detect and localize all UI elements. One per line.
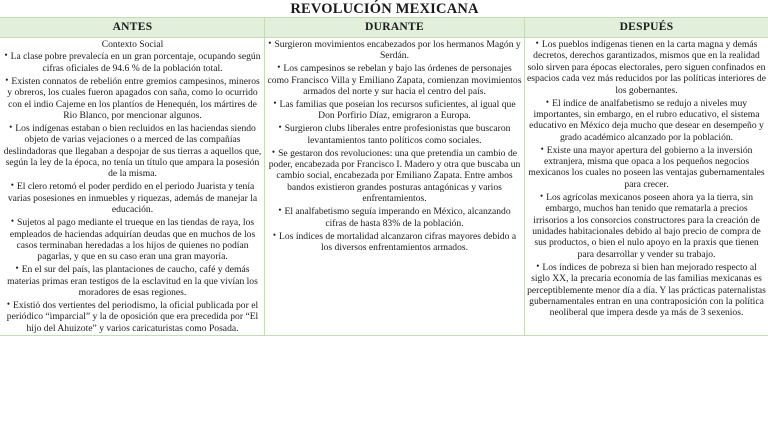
bullet-item-text: Existe una mayor apertura del gobierno a la inversión extranjera, misma que opaca a los pequeños negocios mexicanos los cuales no poseen las ventajas gubernamentales para crecer. xyxy=(528,144,765,190)
bullet-point-icon: • xyxy=(268,38,272,48)
bullet-item-text: En el sur del país, las plantaciones de caucho, café y demás materias primas eran testigos de la esclavitud en la que vivían los moradores de esas regiones. xyxy=(7,264,258,299)
bullet-item xyxy=(1,75,264,122)
bullet-point-icon: • xyxy=(9,121,13,132)
bullet-list-antes xyxy=(1,50,264,334)
bullet-item xyxy=(1,122,264,180)
column-body-despues xyxy=(525,38,768,336)
bullet-item-text: El analfabetismo seguía imperando en México, alcanzando cifras de hasta 83% de la población. xyxy=(284,206,511,229)
bullet-list-durante xyxy=(265,38,524,253)
bullet-item-text: Los indígenas estaban o bien recluidos en las haciendas siendo objeto de varias vejaciones o a merced de las compañías deslindadoras que llegaban a despojar de sus tierras a aquellos que, según la ley de la época, no tenía un título que ampara la posesión de la misma. xyxy=(3,122,262,180)
column-header-antes xyxy=(1,18,265,38)
bullet-item-text: Los campesinos se rebelan y bajo las órdenes de personajes como Francisco Villa y Emiliano Zapata, comienzan movimientos armados del norte y sur hacia el centro del país. xyxy=(267,63,522,98)
bullet-point-icon: • xyxy=(539,190,544,201)
bullet-item-text: El clero retomó el poder perdido en el periodo Juarista y tenía varias posesiones en inmuebles y riquezas, además de manejar la educación. xyxy=(7,181,258,216)
bullet-item xyxy=(525,97,768,144)
bullet-point-icon: • xyxy=(15,263,19,274)
bullet-item-text: Existió dos vertientes del periodismo, la oficial publicada por el periódico “imparcial” y la de oposición que era precedida por “El hijo del Ahuizote” y varios caricaturistas como Posada. xyxy=(6,299,259,334)
bullet-point-icon: • xyxy=(273,98,277,109)
page-title: REVOLUCIÓN MEXICANA xyxy=(290,1,479,17)
bullet-point-icon: • xyxy=(271,146,276,157)
bullet-point-icon: • xyxy=(545,96,550,107)
bullet-point-icon: • xyxy=(535,38,539,48)
column-header-row xyxy=(1,18,768,38)
bullet-item xyxy=(265,205,524,229)
column-intro-antes: Contexto Social xyxy=(101,39,164,50)
bullet-item xyxy=(1,263,264,298)
bullet-point-icon: • xyxy=(4,50,8,61)
bullet-item xyxy=(1,180,264,215)
bullet-item xyxy=(265,230,524,254)
bullet-item xyxy=(1,216,264,263)
bullet-item-text: Los índices de pobreza si bien han mejorado respecto al siglo XX, la precaria economía de las familias mexicanas es perceptiblemente menor día a día. Y las prácticas paternalistas gubernamentales entran en una contraposición con la política neoliberal que impera desde ya más de 3 sexenios. xyxy=(527,261,766,319)
bullet-item xyxy=(525,261,768,319)
column-header-despues-label: DESPUÉS xyxy=(619,21,674,33)
bullet-item xyxy=(265,38,524,62)
column-header-durante-label: DURANTE xyxy=(365,21,424,33)
bullet-point-icon: • xyxy=(278,205,282,216)
bullet-point-icon: • xyxy=(536,260,540,271)
bullet-point-icon: • xyxy=(540,143,544,154)
bullet-item-text: Surgieron movimientos encabezados por los hermanos Magón y Serdán. xyxy=(274,39,521,62)
bullet-item-text: Existen connatos de rebelión entre gremios campesinos, mineros y obreros, los cuales fueron apagados con saña, como lo ocurrido con el indio Cajeme en los plantíos de Henequén, los mártires de Rio Blanco, por mencionar algunos. xyxy=(7,75,260,121)
document-title-cell xyxy=(1,1,768,18)
column-header-durante xyxy=(265,18,525,38)
bullet-item xyxy=(265,62,524,97)
bullet-item xyxy=(1,50,264,74)
bullet-item-text: Los pueblos indígenas tienen en la carta magna y demás decretos, derechos garantizados, mismos que en la realidad solo sirven para épocas electorales, pero siguen confinados en espacios cada vez más reducidos por las políticas interiores de los gobernantes. xyxy=(527,39,766,96)
column-header-despues xyxy=(525,18,768,38)
bullet-item xyxy=(265,147,524,205)
bullet-item xyxy=(525,191,768,260)
bullet-item-text: El índice de analfabetismo se redujo a niveles muy importantes, sin embargo, en el rubro educativo, el sistema educativo en México deja mucho que desear en desempeño y grado académico alcanzado por la población. xyxy=(529,97,764,143)
bullet-item xyxy=(265,98,524,122)
bullet-point-icon: • xyxy=(6,298,11,309)
bullet-item-text: Se gestaron dos revoluciones: una que pretendía un cambio de poder, encabezada por Francisco I. Madero y otra que buscaba un cambio social, encabezada por Emiliano Zapata. Entre ambos bandos existieron grandes posturas antagónicas y varios enfrentamientos. xyxy=(268,147,521,205)
column-header-antes-label: ANTES xyxy=(112,21,153,33)
bullet-item xyxy=(525,38,768,96)
bullet-item-text: Sujetos al pago mediante el trueque en las tiendas de raya, los empleados de haciendas adquirían deudas que en muchos de los casos terminaban heredadas a los hijos de quienes no podían pagarlas, y que en su caso eran una gran mayoría. xyxy=(9,217,256,263)
bullet-list-despues xyxy=(525,38,768,319)
bullet-item-text: Las familias que poseían los recursos suficientes, al igual que Don Porfirio Díaz, emigraron a Europa. xyxy=(279,99,516,122)
column-body-durante xyxy=(265,38,525,336)
bullet-point-icon: • xyxy=(5,74,9,85)
content-row xyxy=(1,38,768,336)
bullet-point-icon: • xyxy=(277,62,281,73)
bullet-point-icon: • xyxy=(278,122,282,133)
bullet-item-text: Los agrícolas mexicanos poseen ahora ya la tierra, sin embargo, muchos han tenido que rematarla a precios irrisorios a los consorcios constructores para la creación de unidades habitacionales debido al bajo precio de compra de sus productos, o bien el nulo apoyo en la praxis que tienen para desarrollar y vender su trabajo. xyxy=(532,191,761,260)
bullet-item-text: Surgieron clubs liberales entre profesionistas que buscaron levantamientos tanto políticos como sociales. xyxy=(284,123,511,146)
bullet-point-icon: • xyxy=(10,216,15,227)
bullet-item xyxy=(525,144,768,191)
bullet-point-icon: • xyxy=(10,180,14,191)
bullet-item xyxy=(265,122,524,146)
title-row xyxy=(1,1,768,18)
bullet-item-text: La clase pobre prevalecía en un gran porcentaje, ocupando según cifras oficiales de 94.6 % de la población total. xyxy=(10,51,261,74)
bullet-item xyxy=(1,299,264,334)
column-body-antes xyxy=(1,38,265,336)
bullet-item-text: Los índices de mortalidad alcanzaron cifras mayores debido a los diversos enfrentamientos armados. xyxy=(279,230,517,253)
bullet-point-icon: • xyxy=(272,229,277,240)
